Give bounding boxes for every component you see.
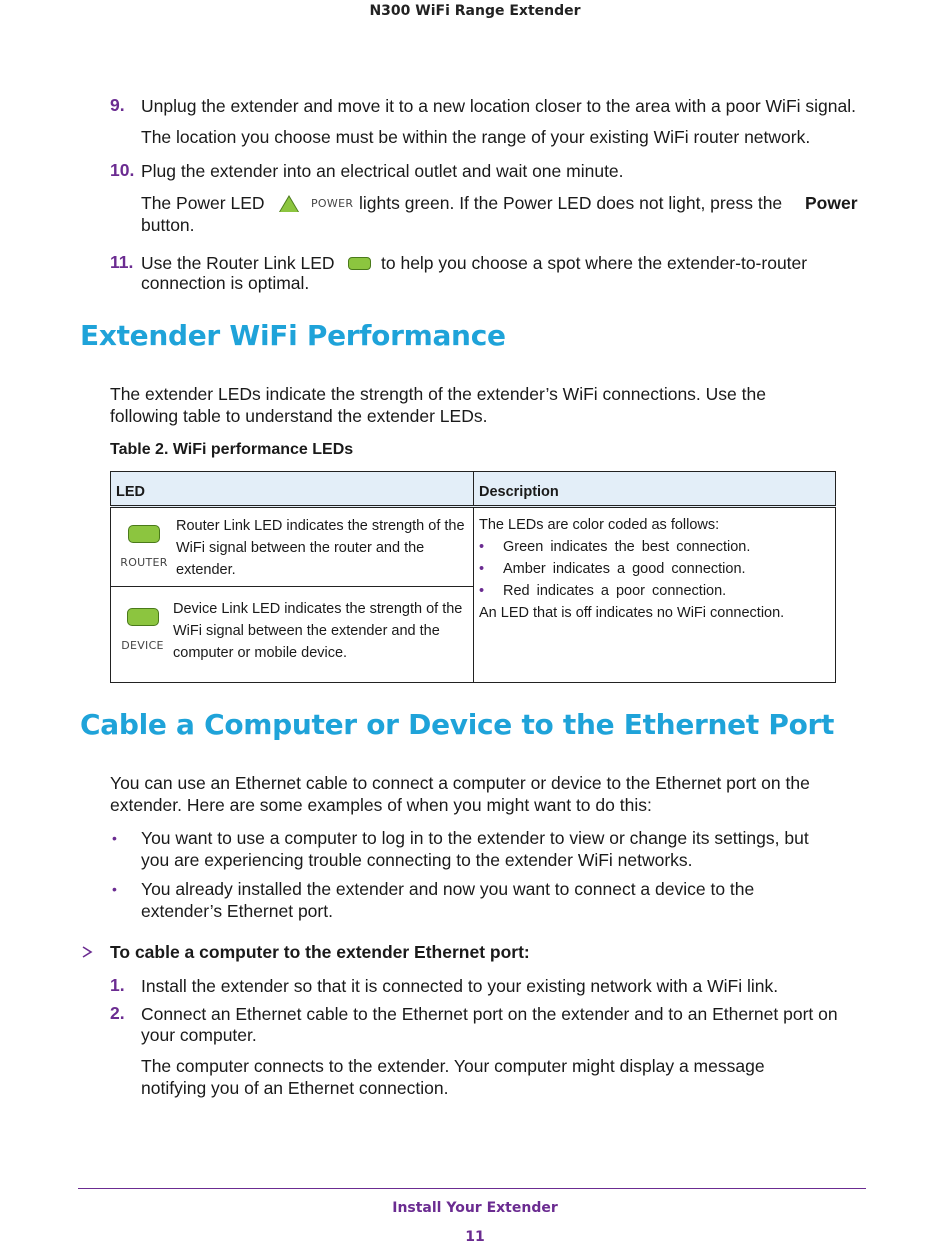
desc-intro: The LEDs are color coded as follows: bbox=[479, 517, 720, 533]
footer-section: Install Your Extender bbox=[392, 1200, 558, 1216]
router-led-label: ROUTER bbox=[120, 556, 168, 569]
section-intro: extender. Here are some examples of when you might want to do this: bbox=[110, 795, 652, 815]
step-number: 10. bbox=[110, 160, 135, 180]
step-note: The computer connects to the extender. Your computer might display a message bbox=[141, 1056, 765, 1076]
list-item bbox=[479, 536, 830, 558]
section-heading: Cable a Computer or Device to the Ethernet Port bbox=[80, 708, 835, 741]
list-item bbox=[479, 580, 830, 602]
bullet-text: You already installed the extender and now you want to connect a device to the bbox=[141, 879, 755, 899]
desc-item-text: Amber indicates a good connection. bbox=[503, 561, 746, 577]
bullet-icon: • bbox=[112, 830, 117, 846]
procedure-arrow-icon bbox=[81, 946, 93, 958]
bullet-icon: • bbox=[479, 561, 485, 577]
step-number: 2. bbox=[110, 1003, 125, 1023]
led-color-description bbox=[474, 507, 836, 683]
step-text: Unplug the extender and move it to a new location closer to the area with a poor WiFi signal. bbox=[141, 96, 856, 116]
table-header-description: Description bbox=[474, 472, 836, 507]
procedure-title: To cable a computer to the extender Ethernet port: bbox=[110, 942, 530, 962]
bullet-text: extender’s Ethernet port. bbox=[141, 901, 333, 921]
step-text-part: to help you choose a spot where the extender-to-router bbox=[381, 253, 808, 273]
router-led-description: Router Link LED indicates the strength of the WiFi signal between the router and the extender. bbox=[176, 518, 465, 578]
table-row bbox=[111, 507, 474, 587]
bullet-icon: • bbox=[112, 881, 117, 897]
desc-outro: An LED that is off indicates no WiFi connection. bbox=[479, 605, 785, 621]
device-led-icon bbox=[127, 608, 159, 626]
footer-divider bbox=[78, 1188, 866, 1189]
power-led-fill-icon bbox=[280, 197, 298, 212]
device-led-label: DEVICE bbox=[121, 639, 164, 652]
step-text: Install the extender so that it is connected to your existing network with a WiFi link. bbox=[141, 976, 779, 996]
step-text: Plug the extender into an electrical outlet and wait one minute. bbox=[141, 161, 624, 181]
table-header-led: LED bbox=[111, 472, 474, 507]
router-link-led-icon bbox=[348, 257, 371, 270]
running-header: N300 WiFi Range Extender bbox=[369, 3, 581, 19]
step-note: The location you choose must be within the range of your existing WiFi router network. bbox=[141, 127, 811, 147]
section-intro: You can use an Ethernet cable to connect a computer or device to the Ethernet port on the bbox=[110, 773, 810, 793]
step-note-part: The Power LED bbox=[141, 193, 265, 213]
table-row bbox=[111, 587, 474, 683]
bullet-text: you are experiencing trouble connecting to the extender WiFi networks. bbox=[141, 850, 693, 870]
bullet-icon: • bbox=[479, 583, 485, 599]
section-heading: Extender WiFi Performance bbox=[80, 319, 506, 352]
step-number: 1. bbox=[110, 975, 125, 995]
step-number: 11. bbox=[110, 252, 134, 272]
power-button-ref: Power bbox=[805, 193, 858, 213]
step-note-part: lights green. If the Power LED does not light, press the bbox=[359, 193, 783, 213]
section-intro: The extender LEDs indicate the strength of the extender’s WiFi connections. Use the bbox=[110, 384, 766, 404]
bullet-icon: • bbox=[479, 539, 485, 555]
device-led-description: Device Link LED indicates the strength of the WiFi signal between the extender and the computer or mobile device. bbox=[173, 601, 463, 661]
led-table bbox=[110, 471, 836, 683]
step-note-part: button. bbox=[141, 215, 195, 235]
step-text: Connect an Ethernet cable to the Ethernet port on the extender and to an Ethernet port on bbox=[141, 1004, 838, 1024]
section-intro: following table to understand the extender LEDs. bbox=[110, 406, 488, 426]
step-text-part: connection is optimal. bbox=[141, 273, 310, 293]
step-text-part: Use the Router Link LED bbox=[141, 253, 335, 273]
bullet-text: You want to use a computer to log in to the extender to view or change its settings, but bbox=[141, 828, 809, 848]
step-number: 9. bbox=[110, 95, 125, 115]
table-caption: Table 2. WiFi performance LEDs bbox=[110, 441, 354, 458]
desc-item-text: Red indicates a poor connection. bbox=[503, 583, 727, 599]
power-led-label: POWER bbox=[311, 197, 354, 210]
list-item bbox=[479, 558, 830, 580]
page-number: 11 bbox=[465, 1229, 485, 1245]
router-led-icon bbox=[128, 525, 160, 543]
desc-item-text: Green indicates the best connection. bbox=[503, 539, 751, 555]
step-note: notifying you of an Ethernet connection. bbox=[141, 1078, 449, 1098]
step-text: your computer. bbox=[141, 1025, 257, 1045]
